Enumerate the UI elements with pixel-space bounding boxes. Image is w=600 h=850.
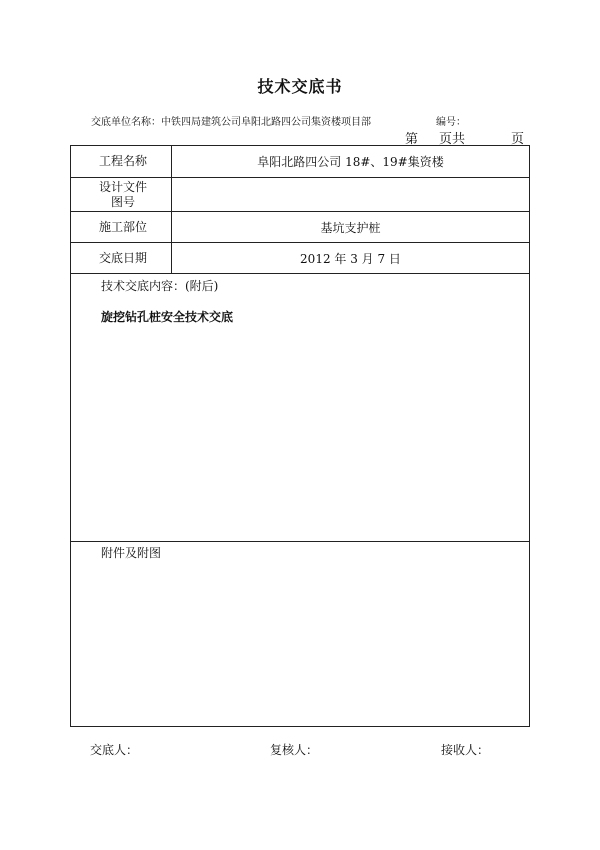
table-row-construction-part	[71, 212, 529, 243]
table-row-design-drawing-number	[71, 178, 529, 212]
delivered-by-label: 交底人：	[90, 743, 139, 757]
page-of-label: 页共	[439, 132, 466, 147]
construction-part-value: 基坑支护桩	[320, 220, 381, 235]
handover-date-label: 交底日期	[71, 243, 172, 273]
unit-name-line: 交底单位名称：中铁四局建筑公司阜阳北路四公司集资楼项目部	[91, 117, 371, 128]
receiver-label: 接收人：	[441, 743, 490, 757]
handover-date-value: 2012 年 3 月 7 日	[300, 251, 401, 266]
attachments-label: 附件及附图	[101, 546, 162, 560]
design-drawing-number-value	[172, 178, 529, 211]
table-row-handover-date	[71, 243, 529, 274]
table-row-project-name	[71, 146, 529, 178]
technical-content-subject: 旋挖钻孔桩安全技术交底	[101, 310, 234, 324]
technical-content-label: 技术交底内容：(附后)	[101, 279, 219, 293]
project-name-value: 阜阳北路四公司 18#、19#集资楼	[257, 155, 444, 169]
construction-part-label: 施工部位	[71, 212, 172, 242]
handover-form-table	[70, 145, 530, 727]
document-number-label: 编号：	[436, 117, 466, 128]
project-name-label: 工程名称	[71, 146, 172, 177]
design-drawing-number-label: 设计文件图号	[71, 178, 172, 211]
page-label: 第	[405, 132, 419, 147]
document-title: 技术交底书	[257, 77, 343, 96]
attachments-section	[71, 542, 529, 727]
technical-content-section	[71, 274, 529, 542]
page-total-label: 页	[511, 132, 525, 147]
reviewer-label: 复核人：	[270, 743, 319, 757]
